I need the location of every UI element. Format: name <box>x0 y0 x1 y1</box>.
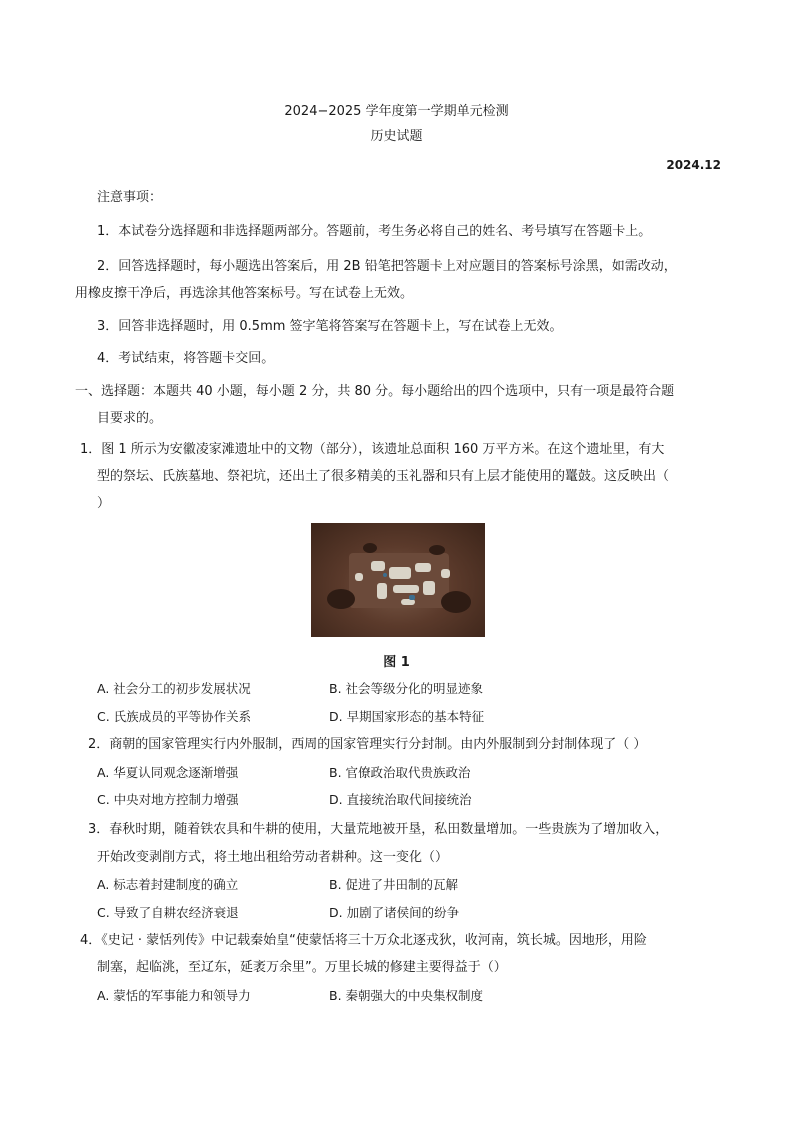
section-heading: 一、选择题：本题共 40 小题，每小题 2 分，共 80 分。每小题给出的四个选项中，只有一项是最符合题 <box>75 384 675 399</box>
question-1-text: 型的祭坛、氏族墓地、祭祀坑，还出土了很多精美的玉礼器和只有上层才能使用的鼍鼓。这反映出（ <box>97 469 670 484</box>
exam-subtitle: 历史试题 <box>370 129 423 144</box>
question-3-text: 开始改变剥削方式，将土地出租给劳动者耕种。这一变化（） <box>97 850 449 865</box>
question-1-text: 1．图 1 所示为安徽凌家滩遗址中的文物（部分），该遗址总面积 160 万平方米。在这个遗址里，有大 <box>80 442 665 457</box>
question-3-option-b[interactable]: B. 促进了井田制的瓦解 <box>329 877 459 892</box>
question-2-option-c[interactable]: C. 中央对地方控制力增强 <box>97 792 239 807</box>
notice-heading: 注意事项： <box>97 190 163 205</box>
exam-date: 2024.12 <box>666 158 721 172</box>
question-3-text: 3．春秋时期，随着铁农具和牛耕的使用，大量荒地被开垦，私田数量增加。一些贵族为了增加收入， <box>88 822 669 837</box>
question-2-option-a[interactable]: A. 华夏认同观念逐渐增强 <box>97 765 239 780</box>
question-1-text: ） <box>97 496 111 511</box>
question-4-text: 4．《史记 · 蒙恬列传》中记载秦始皇“使蒙恬将三十万众北逐戎狄，收河南，筑长城。因地形，用险 <box>80 933 647 948</box>
question-1-option-d[interactable]: D. 早期国家形态的基本特征 <box>329 709 485 724</box>
exam-title: 2024−2025 学年度第一学期单元检测 <box>284 104 509 119</box>
question-4-text: 制塞，起临洮，至辽东，延袤万余里”。万里长城的修建主要得益于（） <box>97 960 507 975</box>
notice-item: 3．回答非选择题时，用 0.5mm 签字笔将答案写在答题卡上，写在试卷上无效。 <box>97 319 563 334</box>
question-3-option-a[interactable]: A. 标志着封建制度的确立 <box>97 877 239 892</box>
figure-1-artifacts-photo <box>311 523 485 637</box>
question-4-option-b[interactable]: B. 秦朝强大的中央集权制度 <box>329 988 484 1003</box>
question-3-option-d[interactable]: D. 加剧了诸侯间的纷争 <box>329 905 460 920</box>
notice-item: 用橡皮擦干净后，再选涂其他答案标号。写在试卷上无效。 <box>75 286 414 301</box>
question-2-text: 2．商朝的国家管理实行内外服制，西周的国家管理实行分封制。由内外服制到分封制体现了（ ） <box>88 737 647 752</box>
question-1-option-a[interactable]: A. 社会分工的初步发展状况 <box>97 681 251 696</box>
section-heading: 目要求的。 <box>97 411 163 426</box>
question-1-option-c[interactable]: C. 氏族成员的平等协作关系 <box>97 709 252 724</box>
question-1-option-b[interactable]: B. 社会等级分化的明显迹象 <box>329 681 484 696</box>
notice-item: 2．回答选择题时，每小题选出答案后，用 2B 铅笔把答题卡上对应题目的答案标号涂黑，如需改动， <box>97 259 677 274</box>
question-4-option-a[interactable]: A. 蒙恬的军事能力和领导力 <box>97 988 251 1003</box>
question-3-option-c[interactable]: C. 导致了自耕农经济衰退 <box>97 905 239 920</box>
question-2-option-b[interactable]: B. 官僚政治取代贵族政治 <box>329 765 471 780</box>
notice-item: 4．考试结束，将答题卡交回。 <box>97 351 275 366</box>
notice-item: 1．本试卷分选择题和非选择题两部分。答题前，考生务必将自己的姓名、考号填写在答题卡上。 <box>97 224 652 239</box>
figure-1-caption: 图 1 <box>383 655 410 670</box>
question-2-option-d[interactable]: D. 直接统治取代间接统治 <box>329 792 472 807</box>
